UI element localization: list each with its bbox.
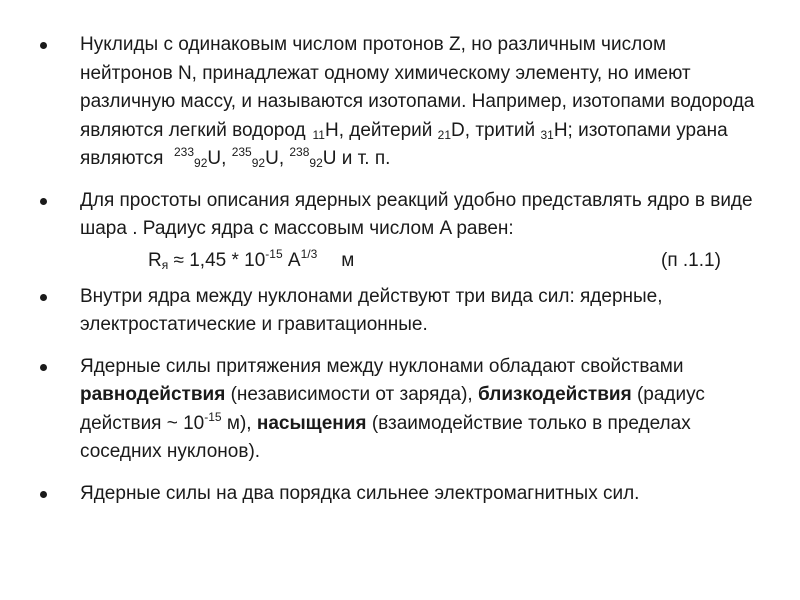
bullet-forces-strength [0,480,760,509]
isotope-u238-mass: 238 [289,145,310,159]
isotope-t3-mass: 3 [540,127,548,142]
isotope-h1-z: 1 [318,127,325,142]
isotope-hydrogen-1 [311,120,339,141]
forces-strength-text: Ядерные силы на два порядка сильнее электромагнитных сил. [80,482,640,504]
formula-number: (п .1.1) [661,249,721,271]
isotope-u233-z: 92 [194,156,208,170]
bullet-dot-icon [40,491,47,498]
bullet-nucleus-radius [0,187,760,244]
isotope-u235-mass: 235 [231,145,252,159]
nucleus-radius-text: Для простоты описания ядерных реакций удобно представлять ядро в виде шара . Радиус ядра с массовым числом A равен: [80,189,753,239]
isotope-u233 [174,145,222,170]
bullet-dot-icon [40,42,47,49]
formula-r-sub: я [161,257,169,272]
formula-a-exp: 1/3 [300,246,318,261]
formula-r: R [148,249,162,271]
sep-1: , [221,148,227,169]
isotope-t3-z: 1 [547,127,554,142]
isotope-t3-symbol: H [553,119,568,141]
isotope-h1-symbol: H [324,119,339,141]
isotope-d2-mass: 2 [437,127,445,142]
formula-exp: -15 [265,246,283,261]
text-after-d2: , тритий [464,119,536,141]
bullet-forces-types [0,283,760,340]
isotope-u235-z: 92 [251,156,266,170]
properties-part-2: (независимости от заряда), [230,384,473,405]
forces-types-text: Внутри ядра между нуклонами действуют три вида сил: ядерные, электростатические и гравитационные. [80,285,663,335]
text-after-h1: , дейтерий [338,119,433,141]
formula-approx: ≈ 1,45 * 10 [173,249,266,271]
formula-a: A [287,249,301,271]
properties-part-1: Ядерные силы притяжения между нуклонами обладают свойствами [80,355,684,377]
isotope-u235 [231,145,279,170]
bullet-dot-icon [40,294,47,301]
radius-formula-row [0,247,760,275]
isotope-u233-symbol: U [207,148,222,169]
isotope-u238-z: 92 [309,156,323,170]
bullet-dot-icon [40,364,47,371]
property-saturation: насыщения [256,412,367,434]
properties-part-3-end: м), [226,412,252,434]
property-equal-action: равнодействия [80,384,226,405]
isotope-u235-symbol: U [265,148,279,169]
isotope-d2-z: 1 [444,127,452,142]
property-short-range: близкодействия [477,384,632,405]
bullet-list [0,31,760,521]
sep-2: , [278,148,285,169]
text-after-t3: ; изотопами урана являются [80,119,728,169]
formula-unit: м [341,249,355,271]
isotope-tritium [540,120,567,141]
properties-part-4: (взаимодействие только в пределах соседних нуклонов). [80,412,691,462]
isotopes-ending: и т. п. [341,148,391,169]
isotope-d2-symbol: D [451,119,465,141]
bullet-isotopes [0,31,760,174]
bullet-dot-icon [40,198,47,205]
isotope-u233-mass: 233 [174,145,195,159]
properties-part-3: (радиус действия ~ 10 [80,384,705,434]
isotope-u238-symbol: U [322,148,337,169]
isotope-h1-mass: 1 [312,127,319,142]
isotope-u238 [289,145,337,170]
radius-formula [148,247,354,276]
isotope-deuterium [438,120,465,141]
isotopes-intro: Нуклиды с одинаковым числом протонов Z, но различным числом нейтронов N, принадлежат одному химическому элементу, но имеют различную массу, и называются изотопами. Например, изотопами водорода являются легкий водород [80,34,755,141]
bullet-nuclear-properties [0,353,760,467]
properties-exp: -15 [204,409,222,424]
